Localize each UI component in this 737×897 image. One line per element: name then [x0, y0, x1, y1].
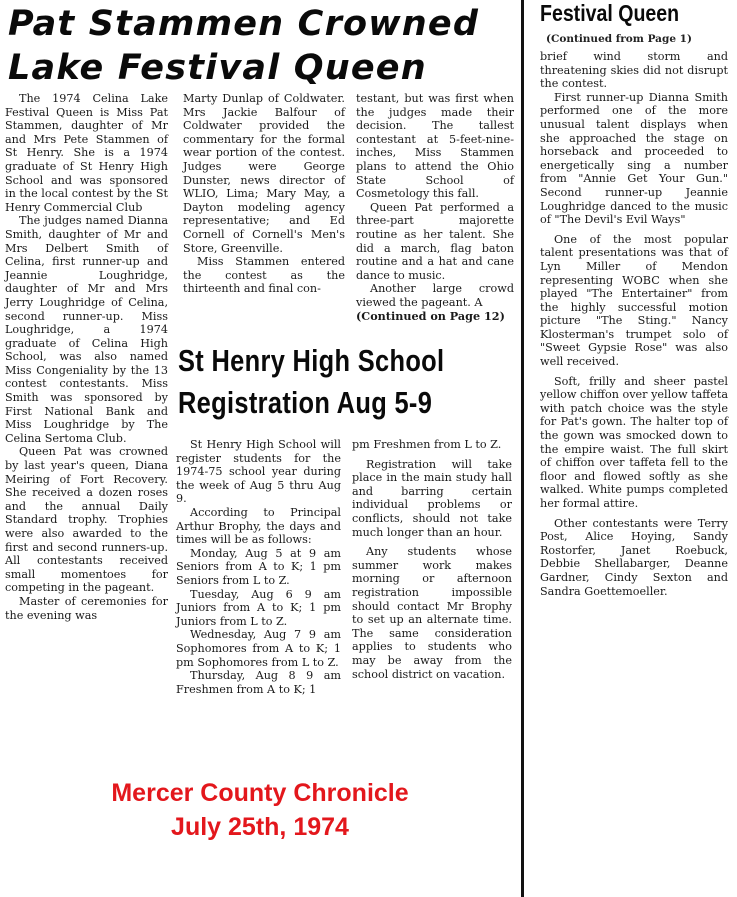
paragraph: Tuesday, Aug 6 9 am Juniors from A to K; 1 pm Juniors from L to Z. [176, 587, 341, 628]
main-article-column-3 [356, 92, 514, 323]
paragraph: Queen Pat was crowned by last year's queen, Diana Meiring of Fort Recovery. She received a dozen roses and the annual Daily Standard trophy. Trophies were also awarded to the first and second runners-up. All contestants received small momentoes for competing in the pageant. [5, 445, 168, 595]
paragraph: Marty Dunlap of Coldwater. Mrs Jackie Balfour of Coldwater provided the commentary for the formal wear portion of the contest. Judges were George Dunster, news director of WLIO, Lima; Mary May, a Dayton modeling agency representative; and Ed Cornell of Cornell's Men's Store, Greenville. [183, 92, 345, 255]
registration-headline-line-2: Registration Aug 5-9 [178, 385, 433, 420]
paragraph: Miss Stammen entered the contest as the thirteenth and final con- [183, 255, 345, 296]
main-article-column-2 [183, 92, 345, 296]
paragraph: testant, but was first when the judges made their decision. The tallest contestant at 5-feet-nine-inches, Miss Stammen plans to attend the Ohio State School of Cosmetology this fall. [356, 92, 514, 201]
registration-column-2 [352, 438, 512, 681]
paragraph: Monday, Aug 5 at 9 am Seniors from A to K; 1 pm Seniors from L to Z. [176, 546, 341, 587]
paragraph: The judges named Dianna Smith, daughter of Mr and Mrs Delbert Smith of Celina, first runner-up and Jeannie Loughridge, daughter of Mr and Mrs Jerry Loughridge of Celina, second runner-up. Miss Loughridge, a 1974 graduate of Celina High School, was also named Miss Congeniality by the 13 contest contestants. Miss Smith was sponsored by First National Bank and Miss Loughridge by The Celina Sertoma Club. [5, 214, 168, 445]
continued-article-column [540, 50, 728, 598]
main-article-column-1 [5, 92, 168, 622]
paragraph: The 1974 Celina Lake Festival Queen is Miss Pat Stammen, daughter of Mr and Mrs Pete Stammen of St Henry. She is a 1974 graduate of St Henry High School and was sponsored in the local contest by the St Henry Commercial Club [5, 92, 168, 214]
paragraph: Wednesday, Aug 7 9 am Sophomores from A to K; 1 pm Sophomores from L to Z. [176, 628, 341, 669]
registration-headline [178, 340, 457, 424]
paragraph: One of the most popular talent presentations was that of Lyn Miller of Mendon representing WOBC when she played "The Entertainer" from the highly successful motion picture "The Sting." Nancy Klosterman's trumpet solo of "Sweet Gypsie Rose" was also well received. [540, 232, 728, 369]
paragraph: According to Principal Arthur Brophy, the days and times will be as follows: [176, 505, 341, 547]
paragraph: brief wind storm and threatening skies did not disrupt the contest. [540, 50, 728, 91]
continued-from-label: (Continued from Page 1) [546, 33, 692, 45]
source-credit [60, 776, 460, 844]
paragraph: Queen Pat performed a three-part majorette routine as her talent. She did a march, flag baton routine and a hat and cane dance to music. [356, 200, 514, 282]
paragraph: pm Freshmen from L to Z. [352, 438, 502, 451]
continued-headline: Festival Queen [540, 0, 680, 26]
main-headline-line-1: Pat Stammen Crowned [8, 4, 480, 44]
main-headline-line-2: Lake Festival Queen [8, 48, 427, 88]
paragraph: Thursday, Aug 8 9 am Freshmen from A to K; 1 [176, 669, 341, 696]
paragraph: Another large crowd viewed the pageant. A [356, 282, 514, 309]
paragraph: Other contestants were Terry Post, Alice Hoying, Sandy Rostorfer, Janet Roebuck, Debbie Shellabarger, Deanne Gardner, Cindy Sexton and Sandra Goettemoeller. [540, 516, 728, 598]
column-divider [521, 0, 524, 897]
continued-on-link: (Continued on Page 12) [356, 308, 505, 323]
paragraph: First runner-up Dianna Smith performed one of the more unusual talent displays when she approached the stage on horseback and proceeded to energetically sing a number from "Annie Get Your Gun." Second runner-up Jeannie Loughridge danced to the music of "The Devil's Evil Ways" [540, 90, 728, 227]
publication-date: July 25th, 1974 [171, 813, 349, 841]
paragraph: Registration will take place in the main study hall and barring certain individual problems or conflicts, should not take much longer than an hour. [352, 457, 512, 539]
main-headline [8, 2, 518, 90]
paragraph: Any students whose summer work makes morning or afternoon registration impossible should contact Mr Brophy to set up an alternate time. The same consideration applies to students who may be away from the school district on vacation. [352, 545, 512, 681]
publication-name: Mercer County Chronicle [111, 779, 409, 807]
paragraph: Master of ceremonies for the evening was [5, 594, 168, 622]
registration-headline-line-1: St Henry High School [178, 343, 445, 378]
paragraph: Soft, frilly and sheer pastel yellow chiffon over yellow taffeta with patch choice was the style for Pat's gown. The halter top of the gown was smocked down to the empire waist. The full skirt of chiffon over taffeta fell to the floor and flowed softly as she walked. White pumps completed her formal attire. [540, 374, 728, 510]
paragraph: St Henry High School will register students for the 1974-75 school year during the week of Aug 5 thru Aug 9. [176, 438, 341, 506]
registration-column-1 [176, 438, 341, 696]
